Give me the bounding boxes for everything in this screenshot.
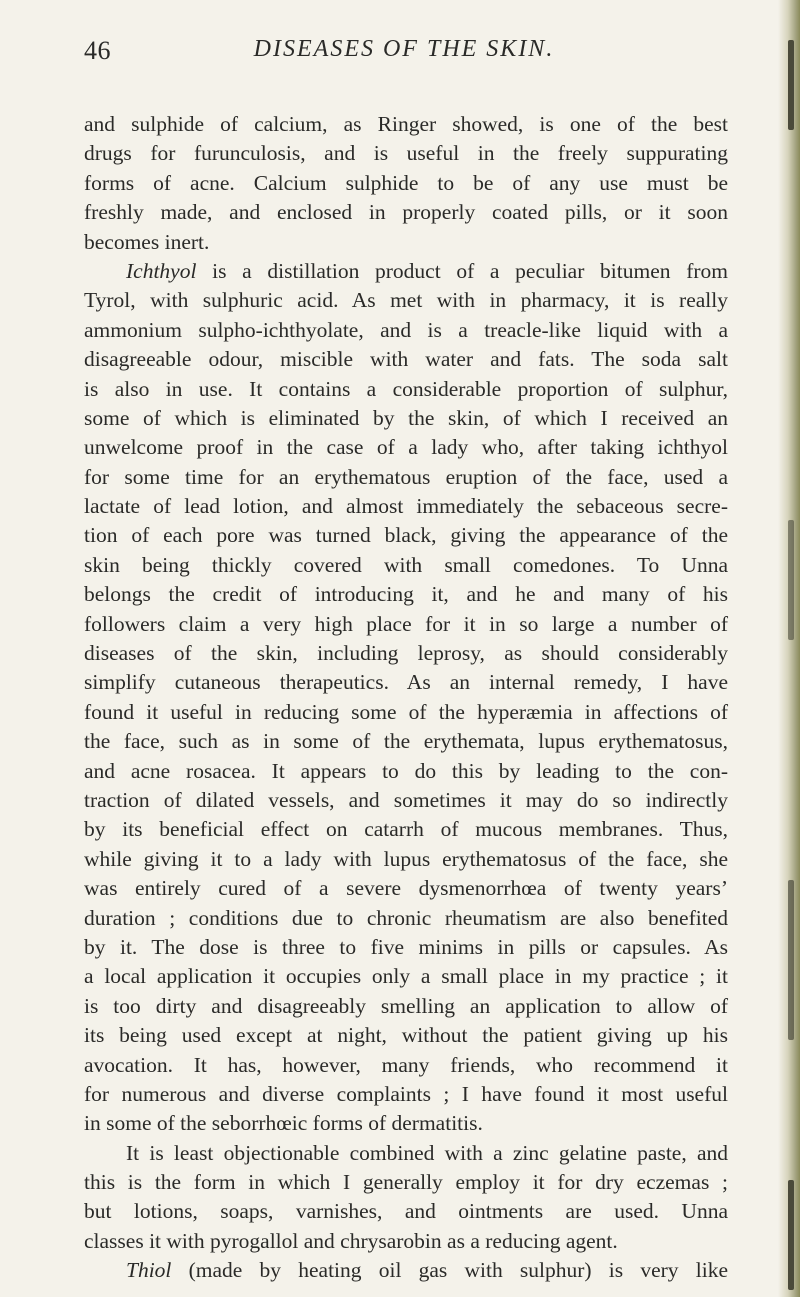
text-line: and acne rosacea. It appears to do this by leading to the con- xyxy=(84,758,728,783)
text-line: unwelcome proof in the case of a lady who, after taking ichthyol xyxy=(84,435,728,460)
text-line: ammonium sulpho-ichthyolate, and is a treacle-like liquid with a xyxy=(84,317,728,342)
page-header xyxy=(84,36,724,76)
text-line: followers claim a very high place for it in so large a number of xyxy=(84,611,728,636)
text-span: is a distillation product of a peculiar bitumen from xyxy=(196,258,728,283)
text-line: by its beneficial effect on catarrh of mucous membranes. Thus, xyxy=(84,817,728,842)
text-line: becomes inert. xyxy=(84,229,210,254)
text-line: freshly made, and enclosed in properly coated pills, or it soon xyxy=(84,200,728,225)
text-line: simplify cutaneous therapeutics. As an internal remedy, I have xyxy=(84,670,728,695)
term-thiol: Thiol xyxy=(126,1258,172,1283)
text-line: is also in use. It contains a considerable proportion of sulphur, xyxy=(84,376,728,401)
text-line: is too dirty and disagreeably smelling an application to allow of xyxy=(84,993,728,1018)
text-line: and sulphide of calcium, as Ringer showed, is one of the best xyxy=(84,112,728,136)
page-edge-mark xyxy=(788,40,794,130)
text-line: this is the form in which I generally employ it for dry eczemas ; xyxy=(84,1170,728,1195)
text-line: diseases of the skin, including leprosy, as should considerably xyxy=(84,641,728,666)
text-line: but lotions, soaps, varnishes, and ointments are used. Unna xyxy=(84,1199,728,1224)
term-ichthyol: Ichthyol xyxy=(126,258,197,283)
text-line: skin being thickly covered with small comedones. To Unna xyxy=(84,552,728,577)
page-edge-shadow xyxy=(778,0,800,1297)
running-head: DISEASES OF THE SKIN. xyxy=(253,36,555,62)
page-number: 46 xyxy=(84,36,111,65)
text-line: by it. The dose is three to five minims in pills or capsules. As xyxy=(84,934,728,959)
text-line: classes it with pyrogallol and chrysarobin as a reducing agent. xyxy=(84,1228,618,1253)
page-edge-mark xyxy=(788,1180,794,1290)
text-line: found it useful in reducing some of the hyperæmia in affections of xyxy=(84,699,728,724)
page-edge-mark xyxy=(788,880,794,1040)
text-line: some of which is eliminated by the skin, of which I received an xyxy=(84,405,728,430)
text-line: the face, such as in some of the erythemata, lupus erythematosus, xyxy=(84,729,728,754)
text-line: in some of the seborrhœic forms of dermatitis. xyxy=(84,1111,483,1136)
text-line: disagreeable odour, miscible with water and fats. The soda salt xyxy=(84,347,728,372)
page-edge-mark xyxy=(788,520,794,640)
text-line xyxy=(84,1256,728,1285)
body-text xyxy=(84,110,728,1286)
text-line: was entirely cured of a severe dysmenorrhœa of twenty years’ xyxy=(84,876,728,901)
text-line: drugs for furunculosis, and is useful in the freely suppurating xyxy=(84,141,728,166)
text-line: forms of acne. Calcium sulphide to be of any use must be xyxy=(84,170,728,195)
text-line: It is least objectionable combined with a zinc gelatine paste, and xyxy=(126,1140,728,1165)
text-line: Tyrol, with sulphuric acid. As met with in pharmacy, it is really xyxy=(84,288,728,313)
text-span: (made by heating oil gas with sulphur) is very like xyxy=(171,1258,728,1283)
text-line: while giving it to a lady with lupus erythematosus of the face, she xyxy=(84,846,728,871)
text-line: a local application it occupies only a small place in my practice ; it xyxy=(84,964,728,989)
text-line: for some time for an erythematous eruption of the face, used a xyxy=(84,464,728,489)
text-line: duration ; conditions due to chronic rheumatism are also benefited xyxy=(84,905,728,930)
text-line: tion of each pore was turned black, giving the appearance of the xyxy=(84,523,728,548)
text-line: lactate of lead lotion, and almost immediately the sebaceous secre- xyxy=(84,494,728,519)
text-line xyxy=(84,257,728,286)
text-line: belongs the credit of introducing it, and he and many of his xyxy=(84,582,728,607)
text-line: traction of dilated vessels, and sometimes it may do so indirectly xyxy=(84,787,728,812)
text-line: for numerous and diverse complaints ; I have found it most useful xyxy=(84,1081,728,1106)
text-line: its being used except at night, without the patient giving up his xyxy=(84,1023,728,1048)
text-line: avocation. It has, however, many friends, who recommend it xyxy=(84,1052,728,1077)
